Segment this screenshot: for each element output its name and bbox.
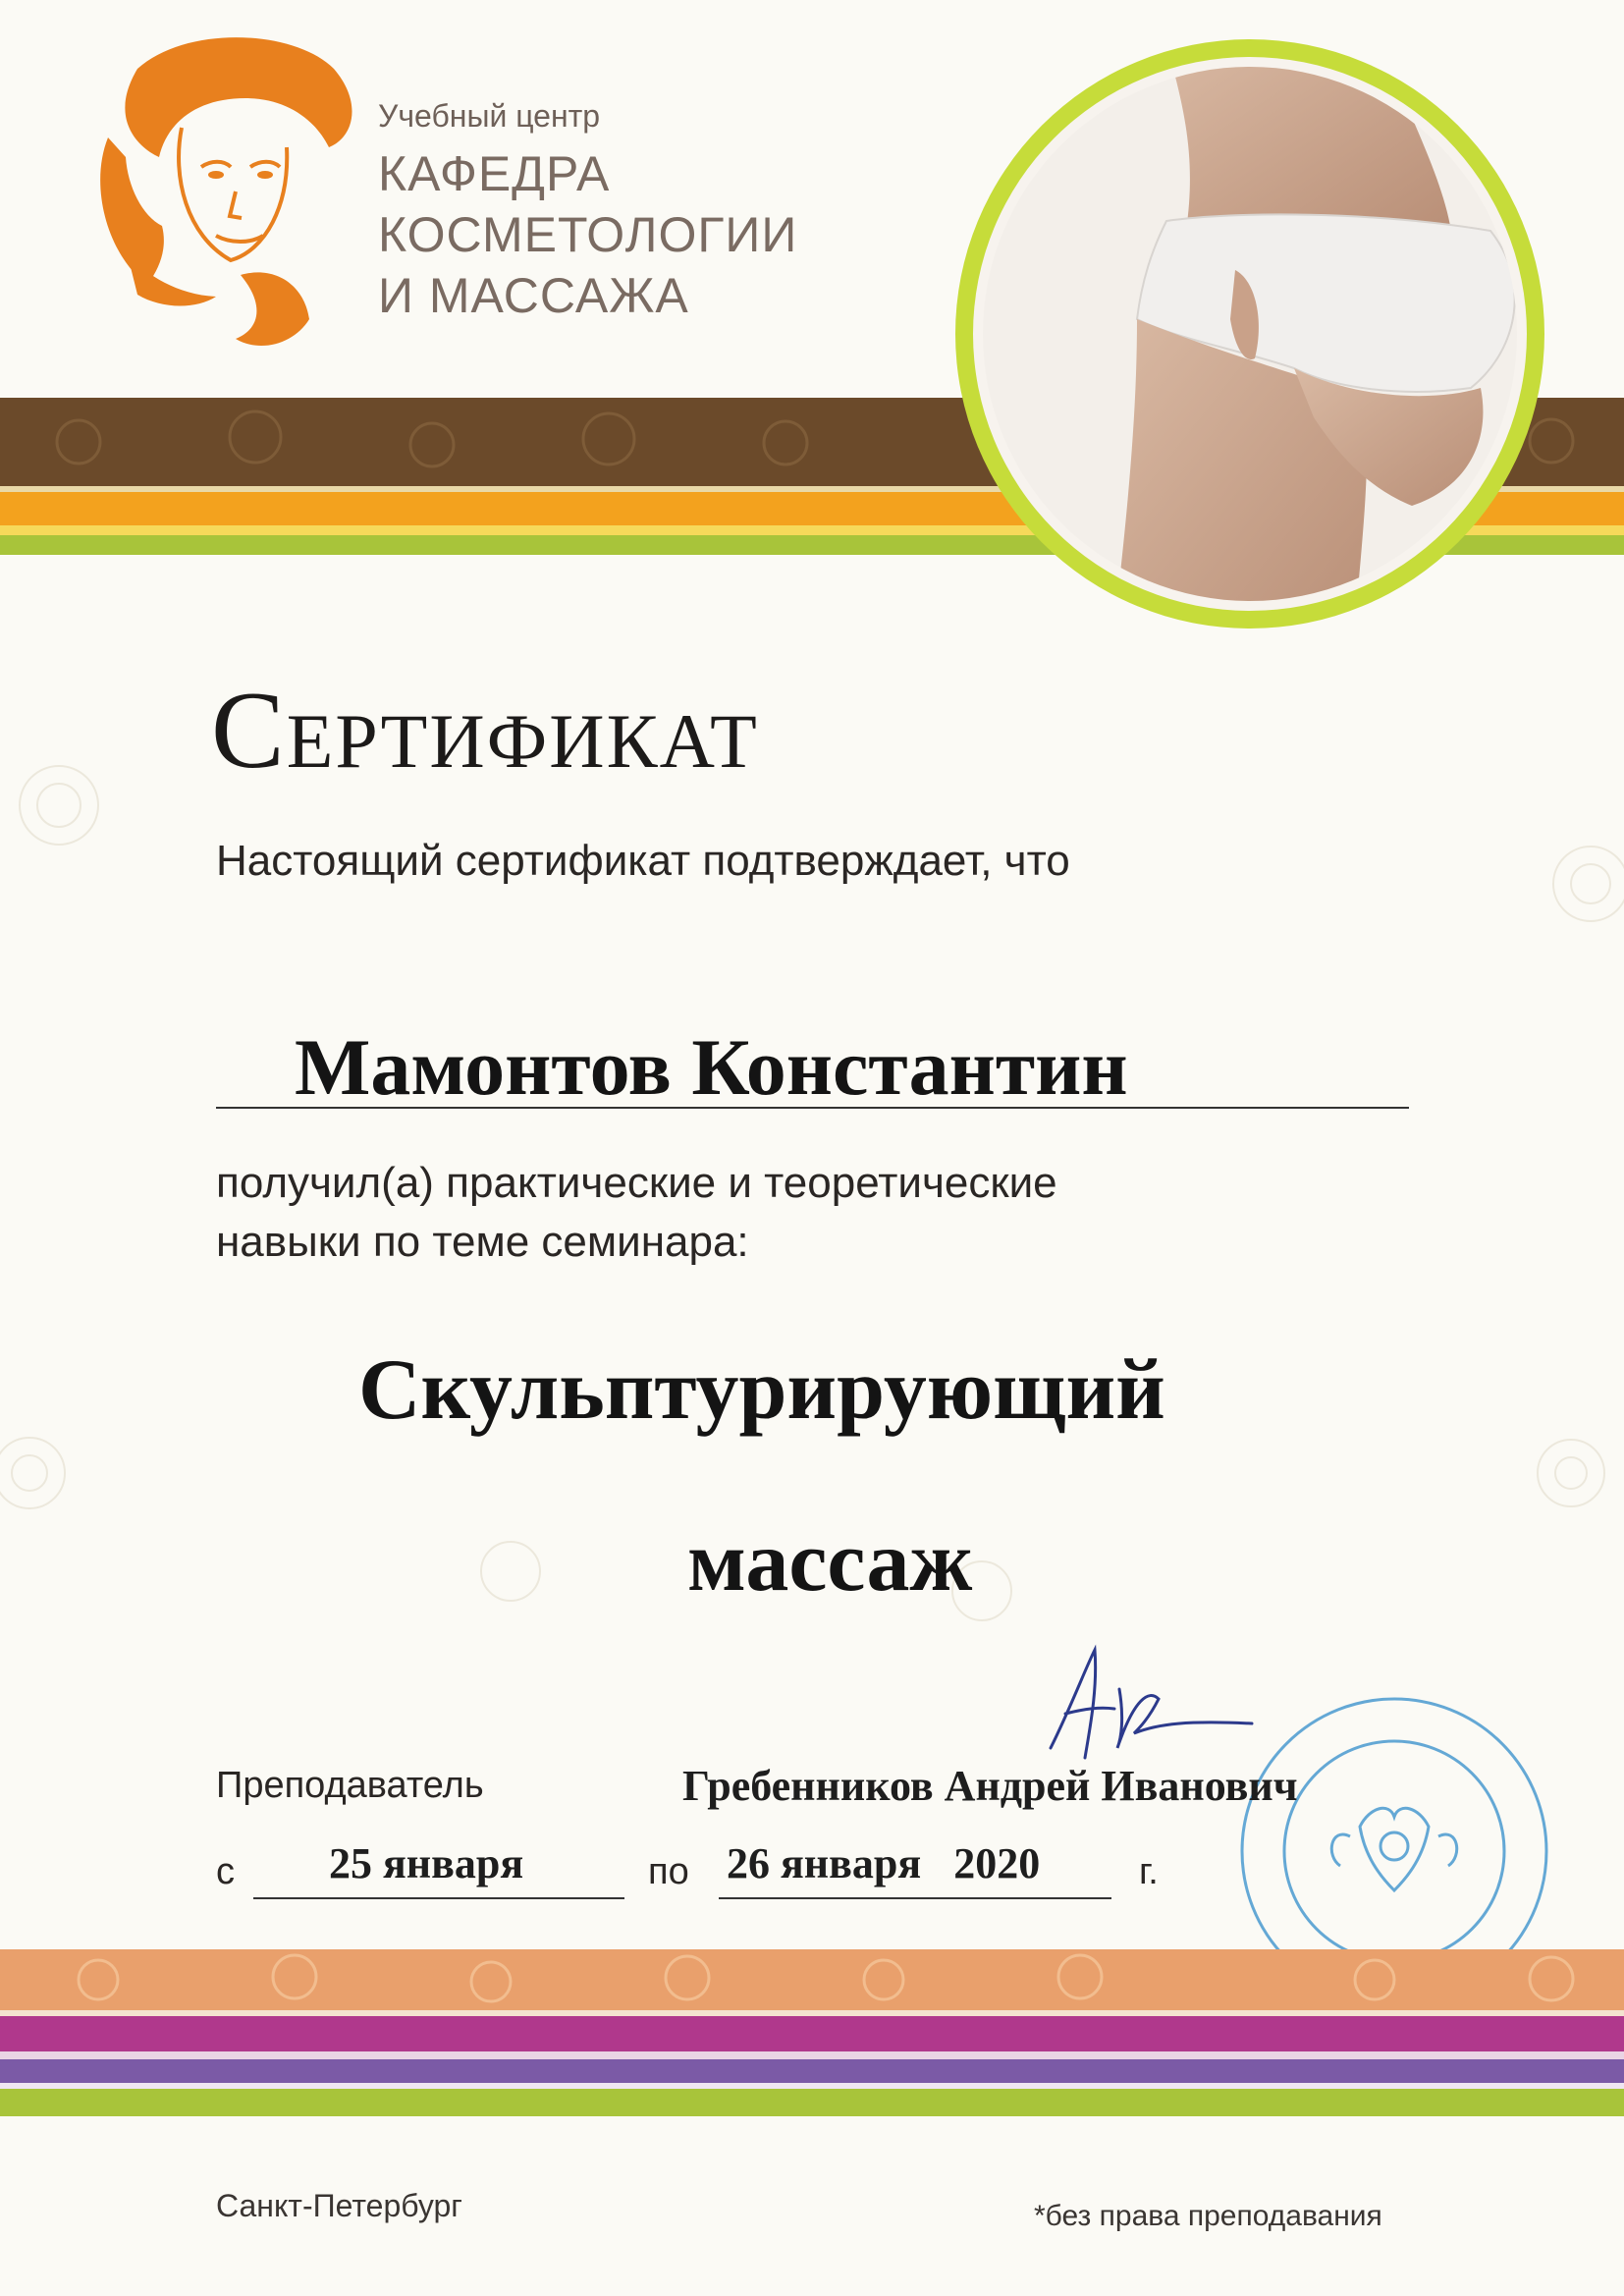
logo-subtitle: Учебный центр [378, 98, 601, 134]
body-photo-circle [941, 25, 1559, 643]
date-from-underline [253, 1897, 624, 1899]
date-to-underline [719, 1897, 1111, 1899]
certificate-intro: Настоящий сертификат подтверждает, что [216, 837, 1070, 885]
bottom-decorative-band [0, 1949, 1624, 2116]
date-to-label: по [648, 1851, 689, 1892]
recipient-name: Мамонтов Константин [295, 1022, 1128, 1112]
seminar-topic-line-1: Скульптурирующий [358, 1342, 1165, 1438]
footnote: *без права преподавания [1034, 2200, 1382, 2232]
date-to-value: 26 января 2020 [727, 1839, 1041, 1887]
seminar-topic-line-2: массаж [687, 1514, 973, 1610]
certificate-title: Сертификат [211, 670, 759, 792]
teacher-name: Гребенников Андрей Иванович [682, 1762, 1298, 1810]
skills-text-line-1: получил(а) практические и теоретические [216, 1159, 1057, 1207]
logo-title-line-3: И МАССАЖА [378, 268, 689, 323]
skills-text-line-2: навыки по теме семинара: [216, 1218, 749, 1266]
teacher-label: Преподаватель [216, 1765, 484, 1806]
date-from-value: 25 января [329, 1839, 524, 1887]
recipient-underline [216, 1107, 1409, 1109]
logo-title-line-2: КОСМЕТОЛОГИИ [378, 207, 798, 262]
face-logo-icon [69, 29, 393, 354]
city-name: Санкт-Петербург [216, 2188, 462, 2223]
year-suffix: г. [1139, 1851, 1159, 1892]
logo-title-line-1: КАФЕДРА [378, 146, 611, 201]
date-from-label: с [216, 1851, 235, 1892]
